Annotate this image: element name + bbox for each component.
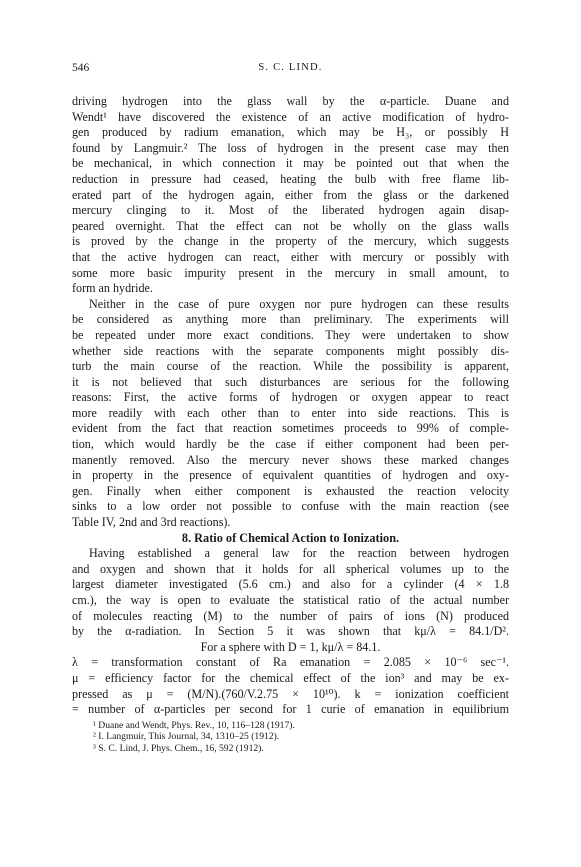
text-line: peared overnight. That the effect can not be wholly on the glass walls [72,218,509,233]
text-line: Table IV, 2nd and 3rd reactions). [72,515,231,530]
page-header [72,62,509,78]
paragraph-2 [72,297,509,531]
footnote: ² I. Langmuir, This Journal, 34, 1310–25 (1912). [93,731,280,743]
text-line: by the α-radiation. In Section 5 it was shown that kμ/λ = 84.1/D². [72,624,509,639]
section-heading: 8. Ratio of Chemical Action to Ionization. [181,530,400,545]
text-line: sinks to a low order not possible to confuse with the main reaction (see [72,499,509,514]
text-line: tion, which would hardly be the case if either component had been per- [72,437,509,452]
text-line: evident from the fact that reaction sometimes proceeds to 99% of comple- [72,421,509,436]
footnotes [72,720,509,755]
paragraph-1 [72,94,509,297]
text-line: mercury clinging to it. Most of the liberated hydrogen again disap- [72,203,509,218]
text-line: reduction in pressure had ceased, heating the bulb with free flame lib- [72,171,509,186]
text-line: pressed as μ = (M/N).(760/V.2.75 × 10¹⁰). k = ionization coefficient [72,686,509,701]
text-line: gen produced by radium emanation, which may be H₃, or possibly H [72,125,509,140]
text-line: turb the main course of the reaction. While the possibility is apparent, [72,359,509,374]
text-line: manently removed. Also the mercury never shows these marked changes [72,452,509,467]
text-line: Having established a general law for the reaction between hydrogen [89,546,509,561]
text-line: Neither in the case of pure oxygen nor pure hydrogen can these results [89,296,509,311]
text-line: whether side reactions with the separate components might possibly dis- [72,343,509,358]
text-line: λ = transformation constant of Ra emanation = 2.085 × 10⁻⁶ sec⁻¹. [72,655,509,670]
text-line: reasons: First, the active forms of hydrogen or oxygen appear to react [72,390,509,405]
text-line: largest diameter investigated (5.6 cm.) and also for a cylinder (4 × 1.8 [72,577,509,592]
text-line: μ = efficiency factor for the chemical effect of the ion³ and may be ex- [72,670,509,685]
text-line: some more basic impurity present in the mercury in small amount, to [72,265,509,280]
text-line: cm.), the way is open to evaluate the statistical ratio of the actual number [72,593,509,607]
text-line: found by Langmuir.² The loss of hydrogen in the present case may then [72,140,509,155]
text-line: gen. Finally when either component is exhausted the reaction velocity [72,483,509,498]
running-title: S. C. LIND. [258,62,323,73]
text-line: driving hydrogen into the glass wall by the α-particle. Duane and [72,94,509,108]
paragraph-4 [72,655,509,717]
paragraph-3 [72,546,509,640]
text-line: it is not believed that such disturbances are serious for the following [72,374,509,389]
text-line: be repeated under more exact conditions. They were undertaken to show [72,327,509,342]
page-number: 546 [72,62,90,74]
text-line: form an hydride. [72,281,153,296]
text-line: Wendt¹ have discovered the existence of an active modification of hydro- [72,109,509,124]
text-line: erated part of the hydrogen again, either from the glass or the darkened [72,187,509,202]
text-line: = number of α-particles per second for 1 curie of emanation in equilibrium [72,702,509,717]
text-line: be mechanical, in which connection it may be pointed out that when the [72,156,509,171]
equation: For a sphere with D = 1, kμ/λ = 84.1. [200,639,381,654]
text-line: that the active hydrogen can react, either with mercury or possibly with [72,249,509,264]
text-line: of molecules reacting (M) to the number of pairs of ions (N) produced [72,608,509,623]
footnote: ³ S. C. Lind, J. Phys. Chem., 16, 592 (1912). [93,742,264,754]
body-text [72,94,509,755]
text-line: be considered as anything more than preliminary. The experiments will [72,312,509,327]
text-line: in property in the presence of equivalent quantities of hydrogen and oxy- [72,468,509,483]
text-line: is proved by the change in the property of the mercury, which suggests [72,234,509,249]
text-line: and oxygen and shown that it holds for all spherical volumes up to the [72,561,509,576]
text-line: more readily with each other than to enter into side reactions. This is [72,405,509,420]
footnote: ¹ Duane and Wendt, Phys. Rev., 10, 116–128 (1917). [93,719,295,731]
